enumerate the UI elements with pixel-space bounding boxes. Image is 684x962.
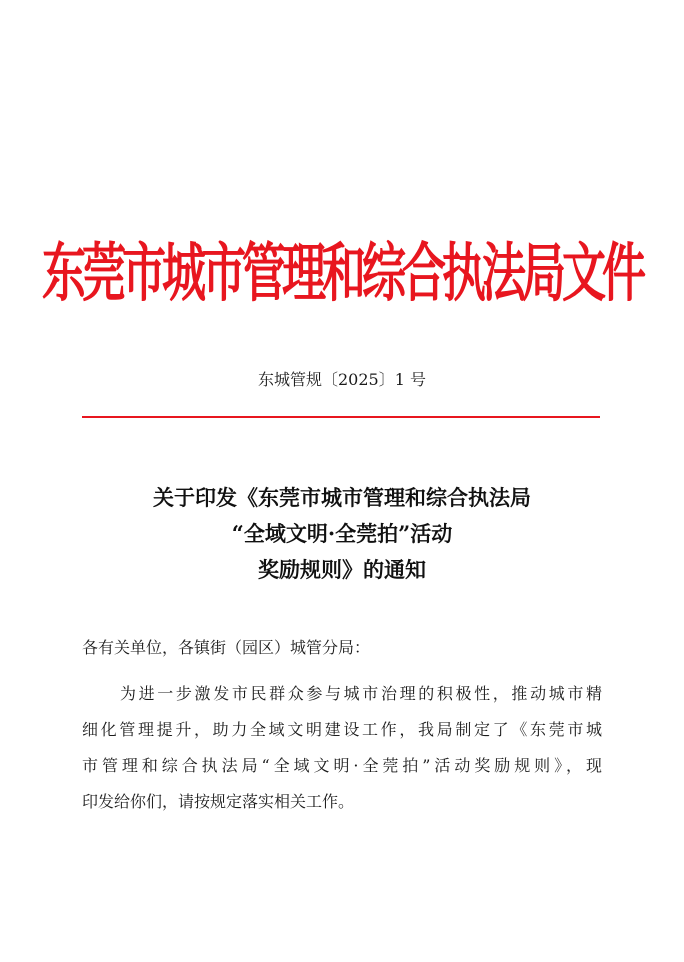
red-divider-line (82, 416, 600, 418)
document-number: 东城管规〔2025〕1 号 (258, 370, 426, 389)
title-line: 奖励规则》的通知 (258, 557, 426, 582)
body-line: 为进一步激发市民群众参与城市治理的积极性，推动城市精 (120, 684, 602, 703)
title-line: “全域文明·全莞拍”活动 (231, 521, 453, 546)
title-line: 关于印发《东莞市城市管理和综合执法局 (153, 485, 531, 510)
document-title (0, 480, 684, 588)
body-line: 印发给你们，请按规定落实相关工作。 (82, 792, 355, 811)
body-paragraph (82, 676, 602, 820)
body-line: 细化管理提升，助力全域文明建设工作，我局制定了《东莞市城 (82, 720, 602, 739)
issuer-header: 东莞市城市管理和综合执法局文件 (42, 237, 642, 312)
salutation: 各有关单位，各镇街（园区）城管分局： (82, 638, 371, 657)
body-line: 市管理和综合执法局“全域文明·全莞拍”活动奖励规则》，现 (82, 756, 602, 775)
